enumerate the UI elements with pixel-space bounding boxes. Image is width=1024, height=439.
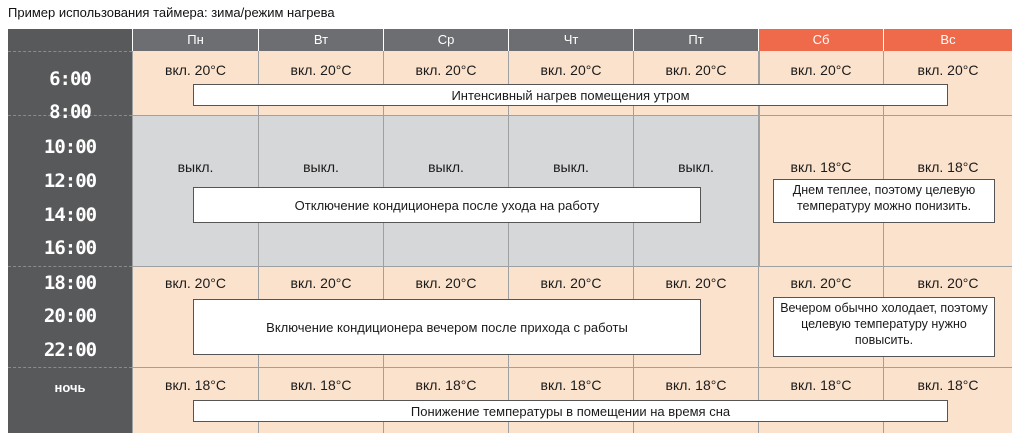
- time-label: 14:00: [43, 204, 97, 226]
- day-header-sun: Вс: [884, 29, 1012, 51]
- day-header-sat: Сб: [759, 29, 883, 51]
- page-title: Пример использования таймера: зима/режим нагрева: [8, 5, 335, 20]
- day-value-tue: выкл.: [303, 159, 339, 175]
- morning-value-fri: вкл. 20°C: [665, 62, 727, 78]
- morning-value-mon: вкл. 20°C: [165, 62, 226, 78]
- column-divider: [758, 51, 759, 433]
- night-value-mon: вкл. 18°C: [165, 377, 226, 393]
- time-label: 8:00: [49, 101, 91, 123]
- time-label: 6:00: [49, 68, 91, 90]
- time-label: 16:00: [43, 237, 97, 259]
- morning-value-thu: вкл. 20°C: [540, 62, 602, 78]
- night-description: Понижение температуры в помещении на время сна: [193, 400, 948, 422]
- evening-value-mon: вкл. 20°C: [165, 275, 226, 291]
- day-header-wed: Ср: [384, 29, 508, 51]
- time-label-night: ночь: [54, 380, 86, 395]
- morning-value-tue: вкл. 20°C: [290, 62, 352, 78]
- morning-value-sun: вкл. 20°C: [917, 62, 979, 78]
- time-label: 12:00: [43, 170, 97, 192]
- time-label: 20:00: [43, 305, 97, 327]
- day-header-tue: Вт: [259, 29, 383, 51]
- day-header-fri: Пт: [634, 29, 758, 51]
- column-divider: [258, 51, 259, 433]
- column-divider: [633, 51, 634, 433]
- day-value-thu: выкл.: [553, 159, 589, 175]
- morning-value-sat: вкл. 20°C: [790, 62, 852, 78]
- time-column: [8, 29, 132, 433]
- time-label: 10:00: [43, 136, 97, 158]
- day-value-fri: выкл.: [678, 159, 714, 175]
- row-divider: [132, 115, 1012, 116]
- column-divider: [508, 51, 509, 433]
- day-value-wed: выкл.: [428, 159, 464, 175]
- column-divider: [883, 51, 884, 433]
- time-label: 18:00: [43, 272, 97, 294]
- day-weekend-note: Днем теплее, поэтому целевую температуру можно понизить.: [773, 179, 995, 223]
- time-divider: [8, 51, 132, 52]
- night-value-fri: вкл. 18°C: [665, 377, 727, 393]
- evening-weekend-note: Вечером обычно холодает, поэтому целевую температуру нужно повысить.: [773, 297, 995, 357]
- night-value-thu: вкл. 18°C: [540, 377, 602, 393]
- time-label: 22:00: [43, 339, 97, 361]
- evening-value-thu: вкл. 20°C: [540, 275, 602, 291]
- evening-value-fri: вкл. 20°C: [665, 275, 727, 291]
- timer-schedule-table: [8, 29, 1012, 433]
- day-header-mon: Пн: [133, 29, 258, 51]
- time-divider: [8, 367, 132, 368]
- day-value-sun: вкл. 18°C: [917, 159, 979, 175]
- day-value-sat: вкл. 18°C: [790, 159, 852, 175]
- evening-value-wed: вкл. 20°C: [415, 275, 477, 291]
- evening-value-tue: вкл. 20°C: [290, 275, 352, 291]
- morning-value-wed: вкл. 20°C: [415, 62, 477, 78]
- night-value-sat: вкл. 18°C: [790, 377, 852, 393]
- column-divider: [383, 51, 384, 433]
- evening-value-sat: вкл. 20°C: [790, 275, 852, 291]
- day-value-mon: выкл.: [177, 159, 214, 175]
- row-divider: [132, 266, 1012, 267]
- night-value-tue: вкл. 18°C: [290, 377, 352, 393]
- night-value-sun: вкл. 18°C: [917, 377, 979, 393]
- evening-description: Включение кондиционера вечером после прихода с работы: [193, 299, 701, 355]
- time-divider: [8, 266, 132, 267]
- row-divider: [132, 367, 1012, 368]
- morning-description: Интенсивный нагрев помещения утром: [193, 84, 948, 106]
- day-description: Отключение кондиционера после ухода на работу: [193, 187, 701, 223]
- day-header-thu: Чт: [509, 29, 633, 51]
- night-value-wed: вкл. 18°C: [415, 377, 477, 393]
- evening-value-sun: вкл. 20°C: [917, 275, 979, 291]
